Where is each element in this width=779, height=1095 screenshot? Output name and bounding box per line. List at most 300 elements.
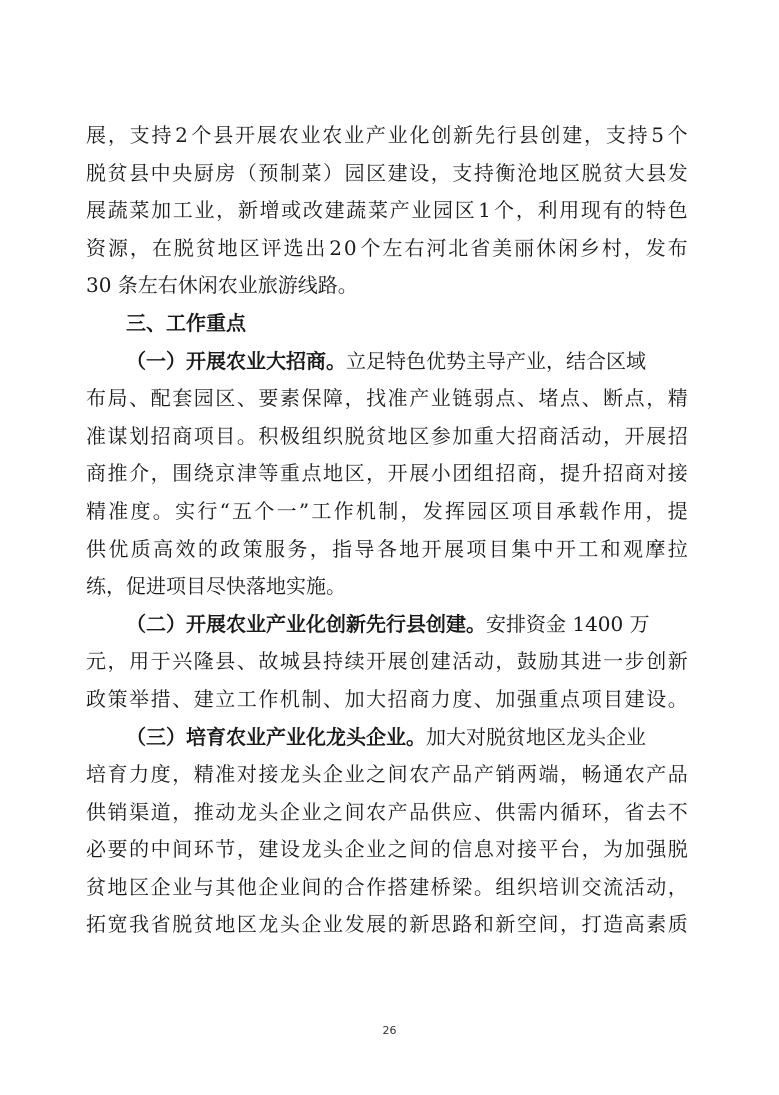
glyph: 效 xyxy=(175,536,196,561)
glyph: ， xyxy=(623,235,644,260)
glyph: 有 xyxy=(602,198,623,223)
glyph: 观 xyxy=(623,536,643,561)
glyph: 其 xyxy=(560,649,581,674)
glyph: ， xyxy=(366,461,387,486)
glyph: 、 xyxy=(323,686,344,711)
glyph: 工 xyxy=(172,198,193,223)
glyph: 头 xyxy=(301,762,322,787)
glyph: 产 xyxy=(389,198,410,223)
glyph: 品 xyxy=(409,799,430,824)
glyph: 。 xyxy=(152,498,173,523)
glyph: 建 xyxy=(409,874,430,899)
glyph: 。 xyxy=(473,874,494,899)
glyph: 支 xyxy=(605,123,626,147)
glyph: 、 xyxy=(236,649,257,674)
glyph: 品 xyxy=(452,762,473,787)
glyph: 贫 xyxy=(603,160,624,185)
text-line xyxy=(86,568,688,606)
glyph: 桥 xyxy=(430,874,451,899)
glyph: 地 xyxy=(217,235,238,260)
glyph: 城 xyxy=(279,649,300,674)
glyph: 中 xyxy=(533,536,554,561)
glyph: 划 xyxy=(129,423,150,448)
glyph: 企 xyxy=(323,762,344,787)
glyph: 项 xyxy=(466,536,487,561)
glyph: 区 xyxy=(409,423,430,448)
glyph: 展 xyxy=(86,123,106,147)
glyph: 资 xyxy=(86,235,106,260)
glyph: 介 xyxy=(129,461,150,486)
glyph: 点 xyxy=(495,386,516,411)
glyph: 业 xyxy=(344,762,365,787)
text-line xyxy=(86,756,688,794)
glyph: 县 xyxy=(129,160,150,185)
glyph: 接 xyxy=(516,837,537,862)
glyph: 脱 xyxy=(344,423,365,448)
glyph: 县 xyxy=(646,160,667,185)
glyph: 于 xyxy=(150,649,171,674)
glyph: 渠 xyxy=(129,799,150,824)
glyph: 大 xyxy=(495,423,516,448)
glyph: 力 xyxy=(430,686,451,711)
glyph: 左 xyxy=(382,235,403,260)
glyph: 组 xyxy=(301,423,322,448)
glyph: 度 xyxy=(130,498,151,523)
glyph: 路 xyxy=(452,912,473,937)
glyph: 区 xyxy=(215,386,236,411)
glyph: 县 xyxy=(215,649,236,674)
section-heading xyxy=(86,305,688,343)
glyph: 推 xyxy=(107,461,128,486)
glyph: 区 xyxy=(454,198,475,223)
glyph: 高 xyxy=(153,536,174,561)
text-line xyxy=(86,192,688,230)
glyph: 重 xyxy=(473,423,494,448)
glyph: ， xyxy=(344,386,365,411)
glyph: 端 xyxy=(538,762,559,787)
glyph: 鼓 xyxy=(516,649,537,674)
glyph: 菜 xyxy=(367,198,388,223)
glyph: 参 xyxy=(430,423,451,448)
text-line xyxy=(86,531,688,569)
glyph: 作 xyxy=(366,874,387,899)
text-line xyxy=(86,343,688,381)
glyph: 区 xyxy=(344,461,365,486)
glyph: 要 xyxy=(107,837,128,862)
glyph: 脱 xyxy=(581,160,602,185)
glyph: 组 xyxy=(495,874,516,899)
glyph: 宽 xyxy=(107,912,128,937)
glyph: 创 xyxy=(431,123,452,147)
line-text: 立足特色优势主导产业，结合区域 xyxy=(346,348,646,373)
glyph: 五 xyxy=(232,498,253,523)
glyph: 之 xyxy=(387,837,408,862)
glyph: 区 xyxy=(129,874,150,899)
text-line xyxy=(86,493,688,531)
glyph: 菜 xyxy=(301,160,322,185)
glyph: 接 xyxy=(667,461,688,486)
text-line xyxy=(86,794,688,832)
glyph: ， xyxy=(646,386,667,411)
glyph: 工 xyxy=(236,686,257,711)
glyph: 励 xyxy=(538,649,559,674)
glyph: 等 xyxy=(258,461,279,486)
glyph: 招 xyxy=(387,686,408,711)
glyph: 供 xyxy=(86,799,106,824)
glyph: 链 xyxy=(452,386,473,411)
glyph: ， xyxy=(150,461,171,486)
glyph: 企 xyxy=(344,837,365,862)
glyph: 故 xyxy=(258,649,279,674)
glyph: 息 xyxy=(473,837,494,862)
glyph: 商 xyxy=(516,461,537,486)
glyph: 个 xyxy=(254,498,275,523)
glyph: 菜 xyxy=(129,198,150,223)
glyph: 展 xyxy=(387,649,408,674)
text-line xyxy=(86,643,688,681)
glyph: 开 xyxy=(387,461,408,486)
glyph: 台 xyxy=(560,837,581,862)
glyph: 。 xyxy=(236,423,257,448)
glyph: 商 xyxy=(538,423,559,448)
glyph: 企 xyxy=(258,874,279,899)
glyph: 政 xyxy=(86,686,106,711)
glyph: 区 xyxy=(560,160,581,185)
glyph: 的 xyxy=(323,874,344,899)
glyph: 持 xyxy=(627,123,648,147)
glyph: 衡 xyxy=(495,160,516,185)
glyph: 京 xyxy=(215,461,236,486)
glyph: 加 xyxy=(151,198,172,223)
glyph: 用 xyxy=(559,198,580,223)
glyph: 业 xyxy=(323,912,344,937)
glyph: 和 xyxy=(600,536,621,561)
glyph: 开 xyxy=(235,123,256,147)
glyph: 间 xyxy=(409,837,430,862)
glyph: 的 xyxy=(624,198,645,223)
glyph: 组 xyxy=(473,461,494,486)
glyph: 建 xyxy=(562,123,583,147)
glyph: 化 xyxy=(409,123,430,147)
glyph: 行 xyxy=(496,123,517,147)
glyph: 个 xyxy=(360,235,381,260)
glyph: 展 xyxy=(646,423,667,448)
glyph: 业 xyxy=(366,837,387,862)
glyph: 、 xyxy=(129,386,150,411)
glyph: 展 xyxy=(444,536,464,561)
glyph: 建 xyxy=(324,198,345,223)
glyph: 点 xyxy=(560,686,581,711)
glyph: 活 xyxy=(624,874,645,899)
glyph: 区 xyxy=(239,235,260,260)
glyph: 区 xyxy=(489,498,510,523)
glyph: 1 xyxy=(478,198,491,223)
glyph: 持 xyxy=(151,123,172,147)
glyph: 中 xyxy=(150,160,171,185)
glyph: ， xyxy=(129,235,150,260)
glyph: 小 xyxy=(430,461,451,486)
glyph: 道 xyxy=(150,799,171,824)
glyph: 度 xyxy=(452,686,473,711)
glyph: 县 xyxy=(301,649,322,674)
text-line xyxy=(86,831,688,869)
glyph: 的 xyxy=(387,912,408,937)
glyph: 他 xyxy=(236,874,257,899)
glyph: 新 xyxy=(409,912,430,937)
glyph: 交 xyxy=(581,874,602,899)
glyph: 布 xyxy=(667,235,688,260)
glyph: 开 xyxy=(366,649,387,674)
glyph: 摩 xyxy=(645,536,666,561)
glyph: 新 xyxy=(453,123,474,147)
glyph: 元 xyxy=(86,649,106,674)
glyph: 点 xyxy=(624,386,645,411)
glyph: 、 xyxy=(473,799,494,824)
glyph: 龙 xyxy=(279,762,300,787)
glyph: 企 xyxy=(301,912,322,937)
glyph: 承 xyxy=(556,498,577,523)
glyph: 业 xyxy=(194,198,215,223)
glyph: 园 xyxy=(193,386,214,411)
glyph: 地 xyxy=(399,536,420,561)
glyph: 先 xyxy=(474,123,495,147)
glyph: 创 xyxy=(540,123,561,147)
glyph: 培 xyxy=(538,874,559,899)
glyph: 应 xyxy=(452,799,473,824)
glyph: 畅 xyxy=(581,762,602,787)
glyph: 政 xyxy=(220,536,241,561)
glyph: 地 xyxy=(107,874,128,899)
glyph: 配 xyxy=(150,386,171,411)
glyph: 用 xyxy=(129,649,150,674)
glyph: 育 xyxy=(107,762,128,787)
glyph: 。 xyxy=(667,686,688,711)
glyph: 乡 xyxy=(579,235,600,260)
glyph: 断 xyxy=(603,386,624,411)
glyph: 策 xyxy=(107,686,128,711)
glyph: 特 xyxy=(645,198,666,223)
glyph: ， xyxy=(603,799,624,824)
glyph: 堵 xyxy=(538,386,559,411)
glyph: 省 xyxy=(470,235,491,260)
glyph: 区 xyxy=(366,160,387,185)
glyph: 现 xyxy=(580,198,601,223)
glyph: 作 xyxy=(600,498,621,523)
glyph: “ xyxy=(219,498,230,523)
glyph: 展 xyxy=(256,123,277,147)
glyph: 织 xyxy=(516,874,537,899)
glyph: 龙 xyxy=(236,799,257,824)
glyph: 展 xyxy=(366,912,387,937)
glyph: 策 xyxy=(242,536,263,561)
glyph: 力 xyxy=(129,762,150,787)
glyph: 区 xyxy=(236,912,257,937)
glyph: 发 xyxy=(645,235,666,260)
glyph: 贫 xyxy=(86,874,106,899)
glyph: 脱 xyxy=(86,160,106,185)
text-line xyxy=(86,906,688,944)
glyph: 头 xyxy=(279,912,300,937)
glyph: ， xyxy=(107,123,128,147)
glyph: 蔬 xyxy=(107,198,128,223)
glyph: 提 xyxy=(667,498,688,523)
glyph: 准 xyxy=(108,498,129,523)
glyph: 重 xyxy=(538,686,559,711)
glyph: 围 xyxy=(172,461,193,486)
glyph: 集 xyxy=(511,536,532,561)
glyph: 中 xyxy=(150,837,171,862)
glyph: 园 xyxy=(467,498,488,523)
glyph: 建 xyxy=(193,686,214,711)
glyph: ， xyxy=(584,123,605,147)
subsection-title: （一）开展农业大招商。 xyxy=(126,348,346,373)
glyph: 销 xyxy=(107,799,128,824)
glyph: 的 xyxy=(430,837,451,862)
glyph: 要 xyxy=(258,386,279,411)
glyph: 个 xyxy=(191,123,212,147)
glyph: 活 xyxy=(560,423,581,448)
glyph: 各 xyxy=(376,536,397,561)
glyph: 间 xyxy=(387,762,408,787)
glyph: 或 xyxy=(281,198,302,223)
glyph: 贫 xyxy=(195,235,216,260)
glyph: 内 xyxy=(538,799,559,824)
glyph: 优 xyxy=(108,536,129,561)
glyph: 央 xyxy=(172,160,193,185)
glyph: 点 xyxy=(560,386,581,411)
glyph: 极 xyxy=(279,423,300,448)
glyph: 加 xyxy=(452,423,473,448)
glyph: 项 xyxy=(193,423,214,448)
glyph: 贫 xyxy=(107,160,128,185)
glyph: 2 xyxy=(175,123,188,147)
glyph: 业 xyxy=(300,123,321,147)
glyph: 贫 xyxy=(193,912,214,937)
glyph: 评 xyxy=(261,235,282,260)
glyph: 商 xyxy=(86,461,106,486)
line-text: 练，促进项目尽快落地实施。 xyxy=(86,574,346,599)
glyph: 蔬 xyxy=(346,198,367,223)
glyph: 信 xyxy=(452,837,473,862)
glyph: 点 xyxy=(301,461,322,486)
glyph: 局 xyxy=(107,386,128,411)
glyph: 准 xyxy=(215,762,236,787)
glyph: 对 xyxy=(236,762,257,787)
glyph: 的 xyxy=(129,837,150,862)
glyph: 产 xyxy=(430,762,451,787)
glyph: 工 xyxy=(311,498,332,523)
glyph: 质 xyxy=(667,912,688,937)
glyph: 搭 xyxy=(387,874,408,899)
glyph: 发 xyxy=(667,160,688,185)
glyph: 农 xyxy=(322,123,343,147)
glyph: 与 xyxy=(193,874,214,899)
glyph: 企 xyxy=(279,799,300,824)
glyph: 素 xyxy=(646,912,667,937)
text-line xyxy=(86,681,688,719)
glyph: 动 xyxy=(646,874,667,899)
glyph: 造 xyxy=(603,912,624,937)
text-line xyxy=(86,719,688,757)
glyph: 北 xyxy=(448,235,469,260)
glyph: 用 xyxy=(623,498,644,523)
glyph: 发 xyxy=(422,498,443,523)
glyph: 预 xyxy=(258,160,279,185)
glyph: 脱 xyxy=(172,912,193,937)
glyph: 去 xyxy=(646,799,667,824)
glyph: 找 xyxy=(366,386,387,411)
line-text: 加大对脱贫地区龙头企业 xyxy=(426,724,646,749)
glyph: 立 xyxy=(215,686,236,711)
glyph: 和 xyxy=(473,912,494,937)
glyph: 供 xyxy=(86,536,106,561)
glyph: 积 xyxy=(258,423,279,448)
glyph: ， xyxy=(495,649,516,674)
glyph: 精 xyxy=(86,498,106,523)
glyph: 加 xyxy=(495,686,516,711)
glyph: 兴 xyxy=(172,649,193,674)
glyph: 工 xyxy=(578,536,599,561)
page-number: 26 xyxy=(382,1024,397,1037)
glyph: ， xyxy=(430,160,451,185)
glyph: （ xyxy=(236,160,257,185)
glyph: 目 xyxy=(215,423,236,448)
glyph: 对 xyxy=(646,461,667,486)
glyph: 挥 xyxy=(444,498,465,523)
glyph: 弱 xyxy=(473,386,494,411)
glyph: 招 xyxy=(495,461,516,486)
glyph: 房 xyxy=(215,160,236,185)
glyph: 业 xyxy=(172,874,193,899)
glyph: ） xyxy=(323,160,344,185)
text-line xyxy=(86,418,688,456)
glyph: ， xyxy=(667,874,688,899)
glyph: 业 xyxy=(430,386,451,411)
glyph: 之 xyxy=(323,799,344,824)
glyph: 环 xyxy=(193,837,214,862)
glyph: 县 xyxy=(213,123,234,147)
glyph: 村 xyxy=(601,235,622,260)
subsection-title: （二）开展农业产业化创新先行县创建。 xyxy=(126,611,486,636)
glyph: 动 xyxy=(215,799,236,824)
glyph: 升 xyxy=(581,461,602,486)
glyph: 准 xyxy=(86,423,106,448)
glyph: 河 xyxy=(426,235,447,260)
glyph: 大 xyxy=(624,160,645,185)
glyph: 目 xyxy=(603,686,624,711)
glyph: 质 xyxy=(130,536,151,561)
glyph: 活 xyxy=(452,649,473,674)
glyph: 我 xyxy=(129,912,150,937)
glyph: 地 xyxy=(387,423,408,448)
glyph: 谋 xyxy=(107,423,128,448)
glyph: 项 xyxy=(581,686,602,711)
glyph: 产 xyxy=(646,762,667,787)
glyph: 丽 xyxy=(514,235,535,260)
glyph: 续 xyxy=(344,649,365,674)
line-text: 安排资金 1400 万 xyxy=(486,611,650,636)
section-heading-text: 三、工作重点 xyxy=(126,310,246,335)
glyph: 展 xyxy=(409,461,430,486)
glyph: ， xyxy=(172,762,193,787)
glyph: 建 xyxy=(430,649,451,674)
glyph: 度 xyxy=(150,762,171,787)
glyph: 环 xyxy=(581,799,602,824)
glyph: 对 xyxy=(495,837,516,862)
glyph: 开 xyxy=(421,536,442,561)
glyph: 合 xyxy=(344,874,365,899)
glyph: ， xyxy=(560,912,581,937)
